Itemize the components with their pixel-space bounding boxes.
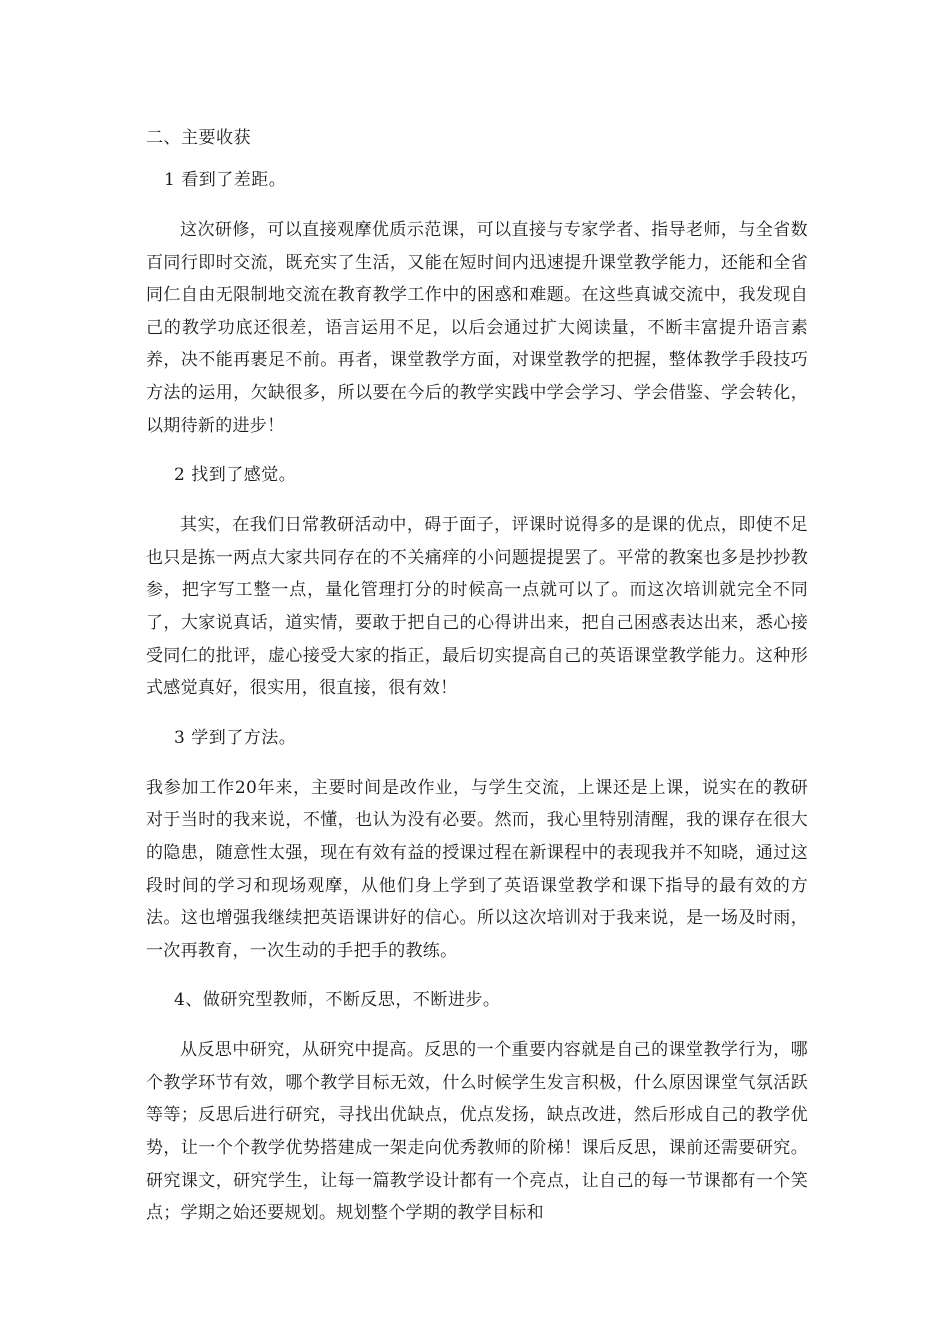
item-body-3: 我参加工作20年来，主要时间是改作业，与学生交流，上课还是上课，说实在的教研对于当时的我来说，不懂，也认为没有必要。然而，我心里特别清醒，我的课存在很大的隐患，随意性太强，现在有效有益的授课过程在新课程中的表现我并不知晓，通过这段时间的学习和现场观摩，从他们身上学到了英语课堂教学和课下指导的最有效的方法。这也增强我继续把英语课讲好的信心。所以这次培训对于我来说，是一场及时雨，一次再教育，一次生动的手把手的教练。 <box>146 777 808 961</box>
item-body-1: 这次研修，可以直接观摩优质示范课，可以直接与专家学者、指导老师，与全省数百同行即时交流，既充实了生活，又能在短时间内迅速提升课堂教学能力，还能和全省同仁自由无限制地交流在教育教学工作中的困惑和难题。在这些真诚交流中，我发现自己的教学功底还很差，语言运用不足，以后会通过扩大阅读量，不断丰富提升语言素养，决不能再裹足不前。再者，课堂教学方面，对课堂教学的把握，整体教学手段技巧方法的运用，欠缺很多，所以要在今后的教学实践中学会学习、学会借鉴、学会转化，以期待新的进步！ <box>146 220 808 436</box>
item-body-4: 从反思中研究，从研究中提高。反思的一个重要内容就是自己的课堂教学行为，哪个教学环节有效，哪个教学目标无效，什么时候学生发言积极，什么原因课堂气氛活跃等等；反思后进行研究，寻找出优缺点，优点发扬，缺点改进，然后形成自己的教学优势，让一个个教学优势搭建成一架走向优秀教师的阶梯！课后反思，课前还需要研究。研究课文，研究学生，让每一篇教学设计都有一个亮点，让自己的每一节课都有一个笑点；学期之始还要规划。规划整个学期的教学目标和 <box>146 1040 808 1224</box>
item-heading-3: 3 学到了方法。 <box>174 727 297 748</box>
item-body-2: 其实，在我们日常教研活动中，碍于面子，评课时说得多的是课的优点，即使不足也只是拣一两点大家共同存在的不关痛痒的小问题提提罢了。平常的教案也多是抄抄教参，把字写工整一点，量化管理打分的时候高一点就可以了。而这次培训就完全不同了，大家说真话，道实情，要敢于把自己的心得讲出来，把自己困惑表达出来，悉心接受同仁的批评，虚心接受大家的指正，最后切实提高自己的英语课堂教学能力。这种形式感觉真好，很实用，很直接，很有效！ <box>146 515 808 699</box>
document-page <box>146 120 808 1230</box>
section-title: 二、主要收获 <box>146 128 251 148</box>
item-heading-1: 1 看到了差距。 <box>164 170 287 190</box>
item-heading-2: 2 找到了感觉。 <box>174 465 297 486</box>
item-heading-4: 4、做研究型教师，不断反思，不断进步。 <box>174 990 501 1011</box>
